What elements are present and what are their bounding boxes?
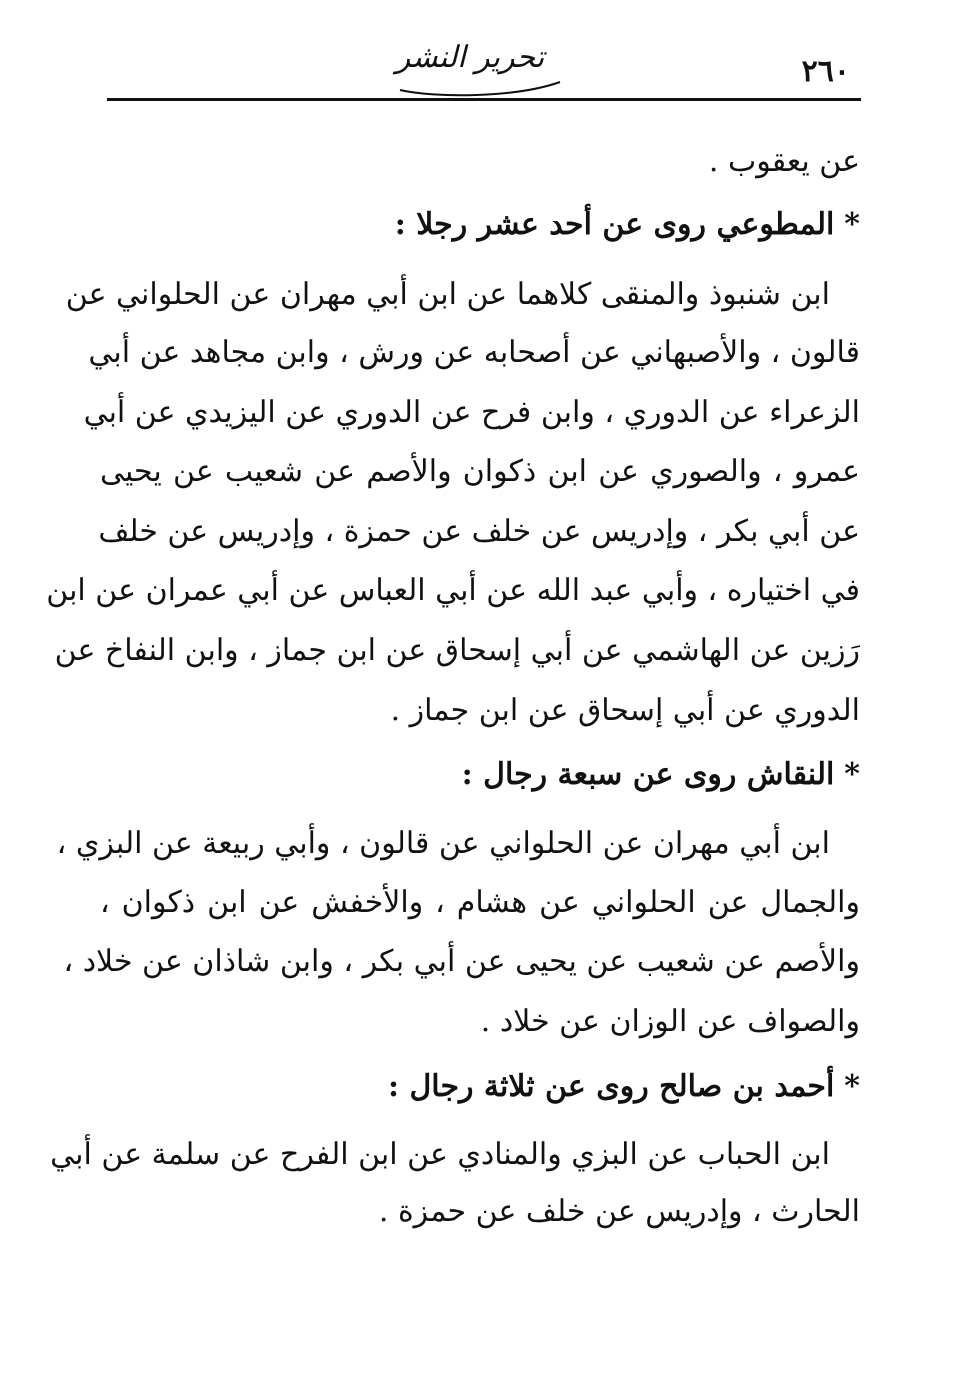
- running-title: تحرير النشر: [395, 40, 545, 75]
- section-heading-text: المطوعي روى عن أحد عشر رجلا :: [394, 207, 835, 242]
- text-line: ابن شنبوذ والمنقى كلاهما عن ابن أبي مهران عن الحلواني عن: [65, 277, 830, 312]
- section-heading: [100, 1067, 860, 1107]
- header-rule: [107, 98, 861, 101]
- text-line: ابن أبي مهران عن الحلواني عن قالون ، وأبي ربيعة عن البزي ،: [56, 826, 830, 861]
- section-heading-text: النقاش روى عن سبعة رجال :: [461, 757, 835, 792]
- page-number: ٢٦٠: [801, 54, 850, 89]
- asterisk-marker: *: [844, 1069, 860, 1104]
- text-line: رَزين عن الهاشمي عن أبي إسحاق عن ابن جماز ، وابن النفاخ عن: [54, 633, 860, 668]
- text-line: الدوري عن أبي إسحاق عن ابن جماز .: [390, 693, 860, 728]
- text-line: والجمال عن الحلواني عن هشام ، والأخفش عن ابن ذكوان ،: [100, 885, 860, 920]
- asterisk-marker: *: [844, 757, 860, 792]
- text-line: عن أبي بكر ، وإدريس عن خلف عن حمزة ، وإدريس عن خلف: [98, 514, 860, 549]
- text-line: ابن الحباب عن البزي والمنادي عن ابن الفرح عن سلمة عن أبي: [50, 1137, 830, 1172]
- text-line: والصواف عن الوزان عن خلاد .: [480, 1004, 860, 1039]
- text-line: عمرو ، والصوري عن ابن ذكوان والأصم عن شعيب عن يحيى: [100, 454, 860, 489]
- text-line: في اختياره ، وأبي عبد الله عن أبي العباس عن أبي عمران عن ابن: [46, 573, 860, 608]
- section-heading: [100, 755, 860, 795]
- text-line: الحارث ، وإدريس عن خلف عن حمزة .: [378, 1194, 860, 1229]
- section-heading-text: أحمد بن صالح روى عن ثلاثة رجال :: [387, 1069, 835, 1104]
- text-line: عن يعقوب .: [708, 144, 860, 179]
- text-line: والأصم عن شعيب عن يحيى عن أبي بكر ، وابن شاذان عن خلاد ،: [63, 944, 860, 979]
- section-heading: [100, 205, 860, 245]
- asterisk-marker: *: [844, 207, 860, 242]
- title-ornament-icon: [395, 60, 565, 100]
- text-line: قالون ، والأصبهاني عن أصحابه عن ورش ، وابن مجاهد عن أبي: [88, 335, 860, 370]
- text-line: الزعراء عن الدوري ، وابن فرح عن الدوري عن اليزيدي عن أبي: [83, 395, 860, 430]
